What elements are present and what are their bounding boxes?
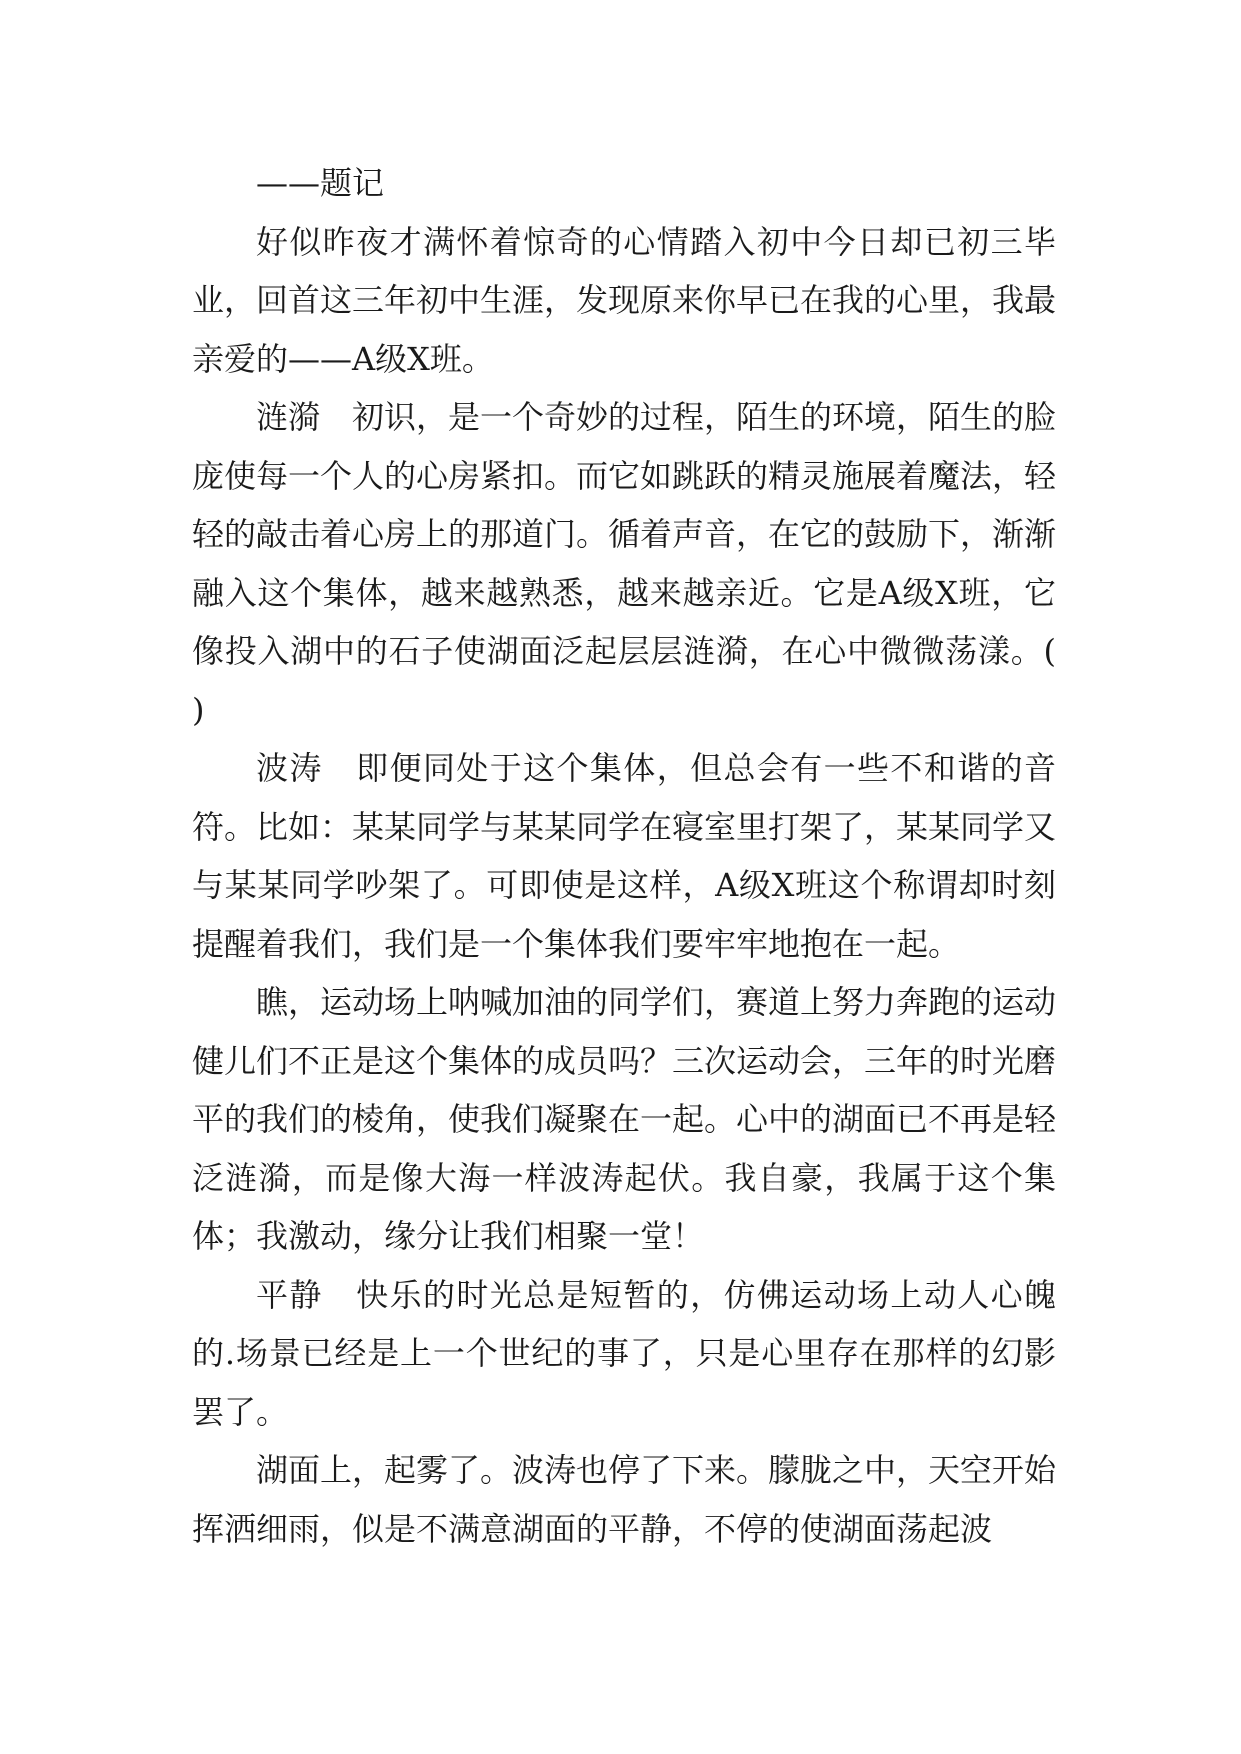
- paragraph-intro: 好似昨夜才满怀着惊奇的心情踏入初中今日却已初三毕业，回首这三年初中生涯，发现原来你早已在我的心里，我最亲爱的——A级X班。: [192, 222, 1057, 378]
- paragraph-waves: 波涛 即便同处于这个集体，但总会有一些不和谐的音符。比如：某某同学与某某同学在寝室里打架了，某某同学又与某某同学吵架了。可即使是这样，A级X班这个称谓却时刻提醒着我们，我们是一个集体我们要牢牢地抱在一起。: [192, 749, 1057, 963]
- paragraph-calm: 平静 快乐的时光总是短暂的，仿佛运动场上动人心魄的.场景已经是上一个世纪的事了，只是心里存在那样的幻影罢了。: [192, 1275, 1056, 1431]
- epigraph-attribution: ——题记: [256, 164, 385, 202]
- essay-body: [192, 154, 1056, 1558]
- paragraph-sports-meet: 瞧，运动场上呐喊加油的同学们，赛道上努力奔跑的运动健儿们不正是这个集体的成员吗？三次运动会，三年的时光磨平的我们的棱角，使我们凝聚在一起。心中的湖面已不再是轻泛涟漪，而是像大海一样波涛起伏。我自豪，我属于这个集体；我激动，缘分让我们相聚一堂！: [192, 983, 1057, 1255]
- paragraph-ripples: 涟漪 初识，是一个奇妙的过程，陌生的环境，陌生的脸庞使每一个人的心房紧扣。而它如跳跃的精灵施展着魔法，轻轻的敲击着心房上的那道门。循着声音，在它的鼓励下，渐渐融入这个集体，越来越熟悉，越来越亲近。它是A级X班，它像投入湖中的石子使湖面泛起层层涟漪，在心中微微荡漾。( ): [192, 398, 1057, 729]
- paragraph-fog: 湖面上，起雾了。波涛也停了下来。朦胧之中，天空开始挥洒细雨，似是不满意湖面的平静，不停的使湖面荡起波: [192, 1451, 1057, 1548]
